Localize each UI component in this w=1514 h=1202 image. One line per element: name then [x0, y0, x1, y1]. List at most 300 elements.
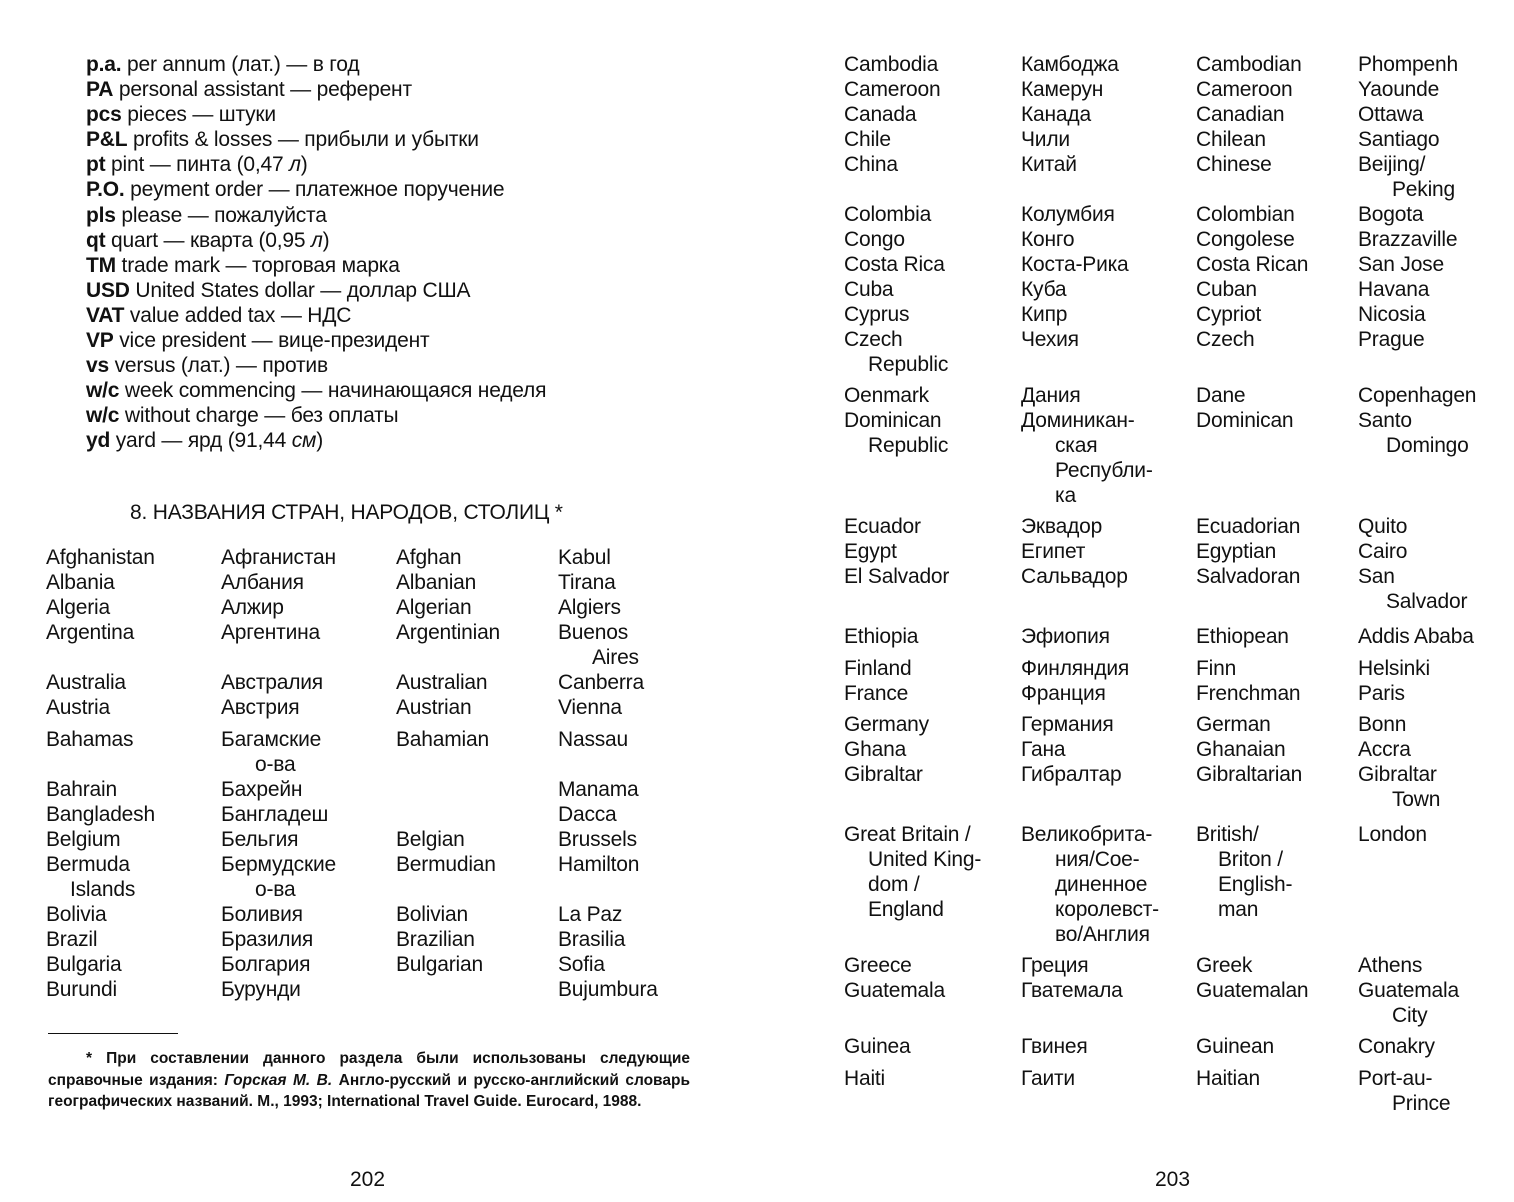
country-name-ru: Бразилия: [221, 928, 314, 951]
capital-cell: [1358, 681, 1498, 706]
capital-cell: [558, 545, 698, 570]
capital-cell: [1358, 302, 1498, 327]
nationality-cell: [396, 927, 558, 952]
capital: Paris: [1358, 682, 1405, 705]
abbreviation-entry: [86, 127, 726, 152]
country-name: Guinea: [844, 1035, 911, 1058]
abbreviation-unit: л: [311, 228, 323, 252]
nationality-cell: [396, 852, 558, 902]
country-row: [844, 52, 1498, 77]
nationality: Finn: [1196, 657, 1237, 680]
nationality-cell: [1196, 564, 1358, 614]
country-name-ru: Афганистан: [221, 546, 336, 569]
country-name-ru: Аргентина: [221, 621, 320, 644]
country-name-ru: о-ва: [255, 753, 296, 776]
capital: Addis Ababa: [1358, 625, 1474, 648]
country-name-cell: [844, 102, 1021, 127]
country-name: Republic: [868, 434, 949, 457]
country-name: United King-: [868, 848, 982, 871]
capital-cell: [1358, 539, 1498, 564]
capital-cell: [1358, 978, 1498, 1028]
country-name: Burundi: [46, 978, 117, 1001]
country-name: dom /: [868, 873, 920, 896]
country-name: Bulgaria: [46, 953, 122, 976]
capital: Bujumbura: [558, 978, 658, 1001]
footnote-text: [48, 1048, 690, 1113]
capital: Bogota: [1358, 203, 1424, 226]
nationality-cell: [396, 570, 558, 595]
nationality: Czech: [1196, 328, 1255, 351]
capital-cell: [558, 852, 698, 902]
nationality-cell: [396, 902, 558, 927]
country-name-ru: Болгария: [221, 953, 311, 976]
country-name-cell: [46, 977, 221, 1002]
abbreviation-entry: [86, 77, 726, 102]
capital-cell: [1358, 202, 1498, 227]
country-name: Brazil: [46, 928, 98, 951]
nationality: Albanian: [396, 571, 477, 594]
capital: Domingo: [1386, 434, 1469, 457]
nationality: Egyptian: [1196, 540, 1277, 563]
footnote: [48, 1048, 690, 1113]
abbreviation-term: vs: [86, 354, 109, 378]
nationality-cell: [1196, 822, 1358, 947]
country-name-ru-cell: [221, 545, 396, 570]
capital: Beijing/: [1358, 153, 1426, 176]
abbreviation-term: w/c: [86, 379, 120, 403]
country-row: [46, 595, 698, 620]
capital-cell: [1358, 1066, 1498, 1116]
country-name: Egypt: [844, 540, 897, 563]
abbreviation-term: pt: [86, 153, 106, 177]
capital: Accra: [1358, 738, 1411, 761]
country-row: [844, 712, 1498, 737]
abbreviation-entry: [86, 378, 726, 403]
capital-cell: [558, 902, 698, 927]
country-name-ru: Эквадор: [1021, 515, 1103, 538]
country-row: [844, 953, 1498, 978]
abbreviation-definition: peyment order — платежное поручение: [124, 178, 505, 202]
nationality: Belgian: [396, 828, 465, 851]
nationality-cell: [1196, 202, 1358, 227]
country-name: El Salvador: [844, 565, 950, 588]
country-name-ru: Куба: [1021, 278, 1067, 301]
country-name-ru-cell: [1021, 127, 1196, 152]
country-name-cell: [844, 327, 1021, 377]
country-row: [844, 564, 1498, 614]
nationality: Afghan: [396, 546, 462, 569]
nationality: Chilean: [1196, 128, 1266, 151]
country-row: [844, 1066, 1498, 1116]
country-name: Oenmark: [844, 384, 929, 407]
country-name-cell: [844, 681, 1021, 706]
country-name-cell: [46, 902, 221, 927]
country-name-ru: Коста-Рика: [1021, 253, 1129, 276]
nationality-cell: [1196, 102, 1358, 127]
capital: La Paz: [558, 903, 623, 926]
country-name-ru: Канада: [1021, 103, 1091, 126]
country-name-cell: [844, 539, 1021, 564]
capital-cell: [1358, 327, 1498, 377]
country-name: Ecuador: [844, 515, 921, 538]
abbreviation-unit: л: [289, 153, 301, 177]
capital-cell: [1358, 383, 1498, 408]
capital: Sofia: [558, 953, 605, 976]
abbreviation-entry: [86, 203, 726, 228]
country-row: [844, 681, 1498, 706]
abbreviation-definition: trade mark — торговая марка: [115, 253, 400, 277]
country-row: [844, 822, 1498, 947]
country-name: Islands: [70, 878, 136, 901]
country-row: [46, 727, 698, 777]
capital-cell: [1358, 77, 1498, 102]
nationality-cell: [1196, 302, 1358, 327]
country-name-cell: [844, 227, 1021, 252]
nationality: Dane: [1196, 384, 1246, 407]
country-name-cell: [46, 570, 221, 595]
country-name-cell: [46, 777, 221, 802]
country-name-ru-cell: [1021, 327, 1196, 377]
nationality-cell: [1196, 624, 1358, 649]
country-name: Czech: [844, 328, 903, 351]
country-row: [844, 77, 1498, 102]
country-name-cell: [844, 1066, 1021, 1116]
country-name-ru-cell: [221, 620, 396, 670]
abbreviation-entry: [86, 228, 726, 253]
capital-cell: [1358, 762, 1498, 812]
country-row: [844, 202, 1498, 227]
country-name-ru: Германия: [1021, 713, 1114, 736]
nationality: Chinese: [1196, 153, 1272, 176]
country-name-ru-cell: [221, 852, 396, 902]
capital-cell: [1358, 1034, 1498, 1059]
nationality-cell: [1196, 762, 1358, 812]
country-name-ru-cell: [1021, 822, 1196, 947]
capital-cell: [558, 927, 698, 952]
country-name-ru: Австрия: [221, 696, 300, 719]
country-row: [844, 408, 1498, 508]
capital: Brussels: [558, 828, 637, 851]
nationality-cell: [396, 620, 558, 670]
nationality: Austrian: [396, 696, 472, 719]
country-name: Cuba: [844, 278, 894, 301]
country-row: [844, 539, 1498, 564]
country-name: Bahamas: [46, 728, 134, 751]
country-name-ru: Кипр: [1021, 303, 1068, 326]
nationality-cell: [1196, 52, 1358, 77]
capital: Helsinki: [1358, 657, 1430, 680]
capital: Town: [1392, 788, 1441, 811]
country-name-ru-cell: [1021, 737, 1196, 762]
capital-cell: [1358, 252, 1498, 277]
abbreviation-definition: versus (лат.) — против: [108, 354, 328, 378]
country-row: [844, 277, 1498, 302]
nationality: Cuban: [1196, 278, 1257, 301]
nationality-cell: [1196, 681, 1358, 706]
country-name-ru-cell: [1021, 408, 1196, 508]
nationality-cell: [1196, 1034, 1358, 1059]
country-name-ru-cell: [1021, 656, 1196, 681]
country-name-cell: [844, 408, 1021, 508]
capital: Salvador: [1386, 590, 1468, 613]
capital-cell: [558, 802, 698, 827]
nationality-cell: [1196, 383, 1358, 408]
capital-cell: [558, 727, 698, 777]
country-name-cell: [46, 802, 221, 827]
country-row: [46, 620, 698, 670]
capital-cell: [1358, 102, 1498, 127]
country-name: Cyprus: [844, 303, 910, 326]
capital: Canberra: [558, 671, 644, 694]
country-name-ru: ка: [1055, 484, 1076, 507]
country-name-ru: Гаити: [1021, 1067, 1075, 1090]
abbreviation-definition: profits & losses — прибыли и убытки: [127, 128, 479, 152]
country-row: [844, 1034, 1498, 1059]
country-name-ru: королевст-: [1055, 898, 1159, 921]
country-name-cell: [844, 77, 1021, 102]
abbreviation-term: TM: [86, 253, 116, 277]
country-name: Cambodia: [844, 53, 939, 76]
country-name-ru: Доминикан-: [1021, 409, 1135, 432]
country-name-ru: Багамские: [221, 728, 322, 751]
country-name-ru-cell: [1021, 383, 1196, 408]
capital: Quito: [1358, 515, 1408, 538]
country-name-ru-cell: [1021, 77, 1196, 102]
abbreviation-definition: please — пожалуйста: [115, 203, 327, 227]
country-name: Germany: [844, 713, 929, 736]
abbreviation-list: [86, 52, 726, 454]
country-name: China: [844, 153, 898, 176]
country-row: [844, 762, 1498, 812]
country-name: England: [868, 898, 944, 921]
country-name: Belgium: [46, 828, 121, 851]
abbreviation-entry: [86, 328, 726, 353]
country-name: Finland: [844, 657, 912, 680]
country-name: Algeria: [46, 596, 110, 619]
capital: Gibraltar: [1358, 763, 1437, 786]
country-name-ru-cell: [1021, 1034, 1196, 1059]
nationality-cell: [1196, 656, 1358, 681]
capital: London: [1358, 823, 1427, 846]
country-name: France: [844, 682, 909, 705]
nationality: British/: [1196, 823, 1259, 846]
country-name-cell: [46, 852, 221, 902]
country-name-ru-cell: [221, 827, 396, 852]
country-name: Ethiopia: [844, 625, 919, 648]
nationality: German: [1196, 713, 1271, 736]
nationality: Cambodian: [1196, 53, 1302, 76]
nationality-cell: [1196, 978, 1358, 1028]
abbreviation-entry: [86, 102, 726, 127]
capital: Dacca: [558, 803, 617, 826]
country-name-ru: диненное: [1055, 873, 1148, 896]
abbreviation-entry: [86, 253, 726, 278]
country-name-cell: [46, 727, 221, 777]
country-row: [844, 327, 1498, 377]
nationality: Colombian: [1196, 203, 1295, 226]
country-name-ru: Боливия: [221, 903, 303, 926]
nationality: man: [1218, 898, 1259, 921]
country-name-ru: Гибралтар: [1021, 763, 1122, 786]
nationality-cell: [396, 827, 558, 852]
capital: Tirana: [558, 571, 616, 594]
country-row: [46, 902, 698, 927]
nationality-cell: [1196, 227, 1358, 252]
country-name-ru: ния/Сое-: [1055, 848, 1140, 871]
nationality-cell: [396, 545, 558, 570]
abbreviation-entry: [86, 177, 726, 202]
capital: San: [1358, 565, 1395, 588]
nationality: Gibraltarian: [1196, 763, 1303, 786]
nationality-cell: [1196, 77, 1358, 102]
nationality: Bahamian: [396, 728, 489, 751]
country-row: [46, 927, 698, 952]
country-name: Bangladesh: [46, 803, 155, 826]
country-name: Haiti: [844, 1067, 886, 1090]
country-name-ru-cell: [1021, 712, 1196, 737]
country-name-cell: [844, 152, 1021, 202]
country-row: [46, 802, 698, 827]
capital: Nassau: [558, 728, 629, 751]
country-name-cell: [46, 670, 221, 695]
country-name-ru-cell: [221, 670, 396, 695]
country-row: [46, 827, 698, 852]
footnote-rule: [48, 1033, 178, 1034]
country-name-ru: Чили: [1021, 128, 1070, 151]
country-name-ru-cell: [221, 695, 396, 720]
country-name-ru-cell: [1021, 514, 1196, 539]
country-name: Bolivia: [46, 903, 107, 926]
country-row: [844, 227, 1498, 252]
abbreviation-entry: [86, 303, 726, 328]
abbreviation-tail: ): [316, 429, 323, 453]
country-name-ru: о-ва: [255, 878, 296, 901]
capital-cell: [1358, 712, 1498, 737]
capital: Brasilia: [558, 928, 626, 951]
country-name-ru-cell: [1021, 102, 1196, 127]
country-name-ru: Бахрейн: [221, 778, 303, 801]
abbreviation-term: VAT: [86, 303, 125, 327]
country-name-cell: [46, 927, 221, 952]
footnote-author: Горская М. В.: [224, 1071, 333, 1089]
country-name-ru: Финляндия: [1021, 657, 1130, 680]
capital-cell: [1358, 953, 1498, 978]
nationality: Bermudian: [396, 853, 496, 876]
country-name-cell: [844, 564, 1021, 614]
country-name-cell: [844, 656, 1021, 681]
capital: Kabul: [558, 546, 611, 569]
capital: San Jose: [1358, 253, 1444, 276]
country-row: [844, 514, 1498, 539]
nationality-cell: [1196, 408, 1358, 508]
country-name-ru-cell: [221, 902, 396, 927]
country-name: Guatemala: [844, 979, 945, 1002]
abbreviation-term: qt: [86, 228, 106, 252]
country-name-ru: Албания: [221, 571, 304, 594]
capital: Havana: [1358, 278, 1430, 301]
abbreviation-definition: United States dollar — доллар США: [129, 278, 471, 302]
abbreviation-definition: week commencing — начинающаяся неделя: [119, 379, 547, 403]
abbreviation-entry: [86, 428, 726, 453]
country-name-ru-cell: [1021, 1066, 1196, 1116]
abbreviation-definition: pint — пинта (0,47: [105, 153, 290, 177]
nationality-cell: [1196, 127, 1358, 152]
country-name: Greece: [844, 954, 912, 977]
country-name-ru: Австралия: [221, 671, 323, 694]
country-name-ru-cell: [221, 570, 396, 595]
capital-cell: [1358, 227, 1498, 252]
capital-cell: [558, 695, 698, 720]
country-name-ru-cell: [1021, 252, 1196, 277]
nationality-cell: [1196, 1066, 1358, 1116]
nationality: Ghanaian: [1196, 738, 1286, 761]
abbreviation-tail: ): [322, 228, 330, 252]
country-name-ru-cell: [1021, 152, 1196, 202]
capital: Aires: [592, 646, 639, 669]
nationality: Canadian: [1196, 103, 1285, 126]
nationality: Cypriot: [1196, 303, 1262, 326]
country-name-cell: [844, 52, 1021, 77]
page-number-right: 203: [1155, 1168, 1191, 1191]
country-name: Chile: [844, 128, 891, 151]
country-row: [844, 102, 1498, 127]
country-name-ru: Египет: [1021, 540, 1086, 563]
country-name-ru: Конго: [1021, 228, 1075, 251]
nationality: Congolese: [1196, 228, 1295, 251]
country-name: Costa Rica: [844, 253, 945, 276]
capital: Cairo: [1358, 540, 1408, 563]
country-name-ru-cell: [1021, 539, 1196, 564]
capital-cell: [1358, 277, 1498, 302]
capital-cell: [558, 827, 698, 852]
country-name-ru: Дания: [1021, 384, 1081, 407]
country-name-ru: Китай: [1021, 153, 1077, 176]
capital-cell: [558, 620, 698, 670]
country-name: Cameroon: [844, 78, 941, 101]
abbreviation-entry: [86, 403, 726, 428]
abbreviation-term: P.O.: [86, 178, 125, 202]
nationality-cell: [396, 977, 558, 1002]
abbreviation-definition: vice president — вице-президент: [113, 329, 430, 353]
country-name-ru-cell: [1021, 227, 1196, 252]
country-name: Republic: [868, 353, 949, 376]
abbreviation-definition: without charge — без оплаты: [119, 404, 399, 428]
capital-cell: [1358, 52, 1498, 77]
abbreviation-term: yd: [86, 429, 111, 453]
capital-cell: [558, 952, 698, 977]
abbreviation-tail: ): [300, 153, 308, 177]
country-name: Bahrain: [46, 778, 117, 801]
abbreviation-definition: value added tax — НДС: [124, 303, 352, 327]
capital: Port-au-: [1358, 1067, 1433, 1090]
country-row: [844, 978, 1498, 1028]
country-name-ru-cell: [1021, 202, 1196, 227]
abbreviation-definition: personal assistant — референт: [113, 78, 412, 102]
capital: Phompenh: [1358, 53, 1458, 76]
abbreviation-term: w/c: [86, 404, 120, 428]
country-row: [46, 570, 698, 595]
nationality: Haitian: [1196, 1067, 1260, 1090]
nationality: Ecuadorian: [1196, 515, 1301, 538]
capital-cell: [1358, 737, 1498, 762]
nationality: Bulgarian: [396, 953, 483, 976]
nationality: Salvadoran: [1196, 565, 1301, 588]
country-name-cell: [844, 953, 1021, 978]
nationality-cell: [1196, 953, 1358, 978]
capital-cell: [1358, 624, 1498, 649]
capital-cell: [1358, 656, 1498, 681]
country-row: [844, 624, 1498, 649]
